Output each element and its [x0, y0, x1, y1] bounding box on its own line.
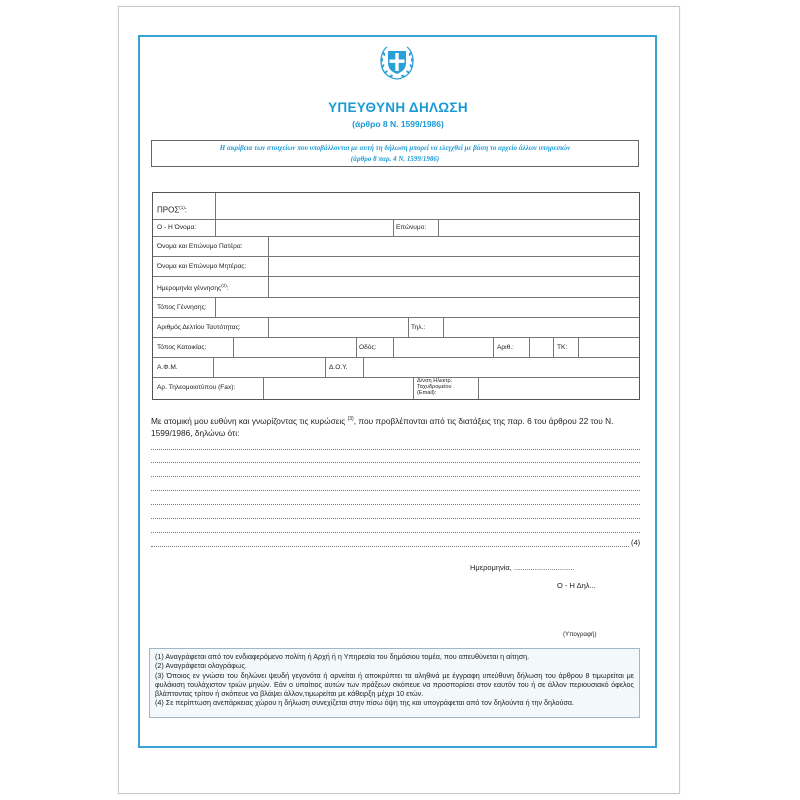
postcode-label: ΤΚ: — [557, 344, 568, 351]
to-field[interactable] — [216, 193, 639, 219]
greek-emblem-icon — [377, 42, 417, 82]
afm-field[interactable] — [214, 358, 325, 377]
footnote-4: (4) Σε περίπτωση ανεπάρκειας χώρου η δήλωση συνεχίζεται στην πίσω όψη της και υπογράφεται από τον δηλούντα ή την δηλούσα. — [155, 698, 575, 708]
declarer-label: Ο - Η Δηλ... — [557, 581, 596, 590]
name-label: Ο - Η Όνομα: — [157, 224, 197, 231]
father-name-label: Όνομα και Επώνυμο Πατέρα: — [157, 243, 243, 250]
name-field[interactable] — [216, 220, 393, 236]
doy-label: Δ.Ο.Υ. — [329, 364, 348, 371]
declaration-line[interactable] — [151, 532, 640, 533]
doy-field[interactable] — [364, 358, 639, 377]
email-field[interactable] — [479, 378, 639, 399]
residence-field[interactable] — [234, 338, 356, 357]
signature-label: (Υπογραφή) — [563, 631, 597, 638]
birthplace-field[interactable] — [216, 298, 639, 317]
father-name-field[interactable] — [269, 237, 639, 256]
email-label: Δ/νση Ηλεκτρ. Ταχυδρομείου (Email): — [417, 378, 453, 397]
fax-label: Αρ. Τηλεομοιοτύπου (Fax): — [157, 384, 236, 391]
to-label: ΠΡΟΣ$^{(1)}$: — [157, 205, 188, 215]
declaration-line[interactable] — [151, 490, 640, 491]
declaration-line[interactable] — [151, 504, 640, 505]
postcode-field[interactable] — [579, 338, 639, 357]
birthplace-label: Τόπος Γέννησης: — [157, 304, 207, 311]
date-line[interactable]: Ημερομηνία, ............................. — [470, 563, 575, 572]
birthdate-label: Ημερομηνία γέννησης$^{(2)}$: — [157, 283, 229, 293]
footnotes-box — [149, 648, 640, 718]
street-number-label: Αριθ.: — [497, 344, 514, 351]
document-title: ΥΠΕΥΘΥΝΗ ΔΗΛΩΣΗ — [328, 100, 468, 115]
afm-label: Α.Φ.Μ. — [157, 364, 178, 371]
mother-name-field[interactable] — [269, 257, 639, 276]
surname-field[interactable] — [439, 220, 639, 236]
birthdate-field[interactable] — [269, 277, 639, 297]
id-number-label: Αριθμός Δελτίου Ταυτότητας: — [157, 324, 241, 331]
phone-label: Τηλ.: — [411, 324, 426, 331]
surname-label: Επώνυμο: — [396, 224, 427, 231]
declaration-text: Με ατομική μου ευθύνη και γνωρίζοντας τις κυρώσεις $^{(3)}$, που προβλέπονται από τις διατάξεις της παρ. 6 του άρθρου 22 του Ν. 1599/1986, δηλώνω ότι: — [151, 415, 614, 438]
street-number-field[interactable] — [530, 338, 553, 357]
document-subtitle: (άρθρο 8 Ν. 1599/1986) — [352, 119, 444, 129]
declaration-line[interactable] — [151, 462, 640, 463]
street-field[interactable] — [394, 338, 493, 357]
declaration-line[interactable] — [151, 449, 640, 450]
residence-label: Τόπος Κατοικίας: — [157, 344, 207, 351]
footnote-2: (2) Αναγράφεται ολογράφως. — [155, 661, 247, 671]
declaration-line[interactable] — [151, 518, 640, 519]
personal-details-form — [152, 192, 640, 400]
phone-field[interactable] — [444, 318, 639, 337]
mother-name-label: Όνομα και Επώνυμο Μητέρας: — [157, 263, 247, 270]
notice-line-2: (άρθρο 8 παρ. 4 Ν. 1599/1986) — [350, 155, 440, 163]
notice-line-1: Η ακρίβεια των στοιχείων που υποβάλλονται με αυτή τη δήλωση μπορεί να ελεγχθεί με βάση το αρχείο άλλων υπηρεσιών — [219, 144, 571, 152]
street-label: Οδός: — [359, 344, 377, 351]
verification-notice — [151, 140, 639, 167]
declaration-line[interactable] — [151, 476, 640, 477]
declaration-line[interactable] — [151, 546, 629, 547]
continuation-mark: (4) — [631, 538, 641, 547]
footnote-3: (3) Όποιος εν γνώσει του δηλώνει ψευδή γεγονότα ή αρνείται ή αποκρύπτει τα αληθινά με έγγραφη υπεύθυνη δήλωση του άρθρου 8 τιμωρείται με φυλάκιση τουλάχιστον τριών μηνών. Εάν ο υπαίτιος αυτών των πράξεων σκόπευε να προσπορίσει στον εαυτόν του ή σε άλλον περιουσιακό όφελος βλάπτοντας τρίτον ή σκόπευε να βλάψει άλλον,τιμωρείται με κάθειρξη μέχρι 10 ετών. — [155, 670, 634, 699]
footnote-1: (1) Αναγράφεται από τον ενδιαφερόμενο πολίτη ή Αρχή ή η Υπηρεσία του δημόσιου τομέα, που απευθύνεται η αίτηση. — [155, 652, 530, 661]
fax-field[interactable] — [264, 378, 413, 399]
id-number-field[interactable] — [269, 318, 408, 337]
